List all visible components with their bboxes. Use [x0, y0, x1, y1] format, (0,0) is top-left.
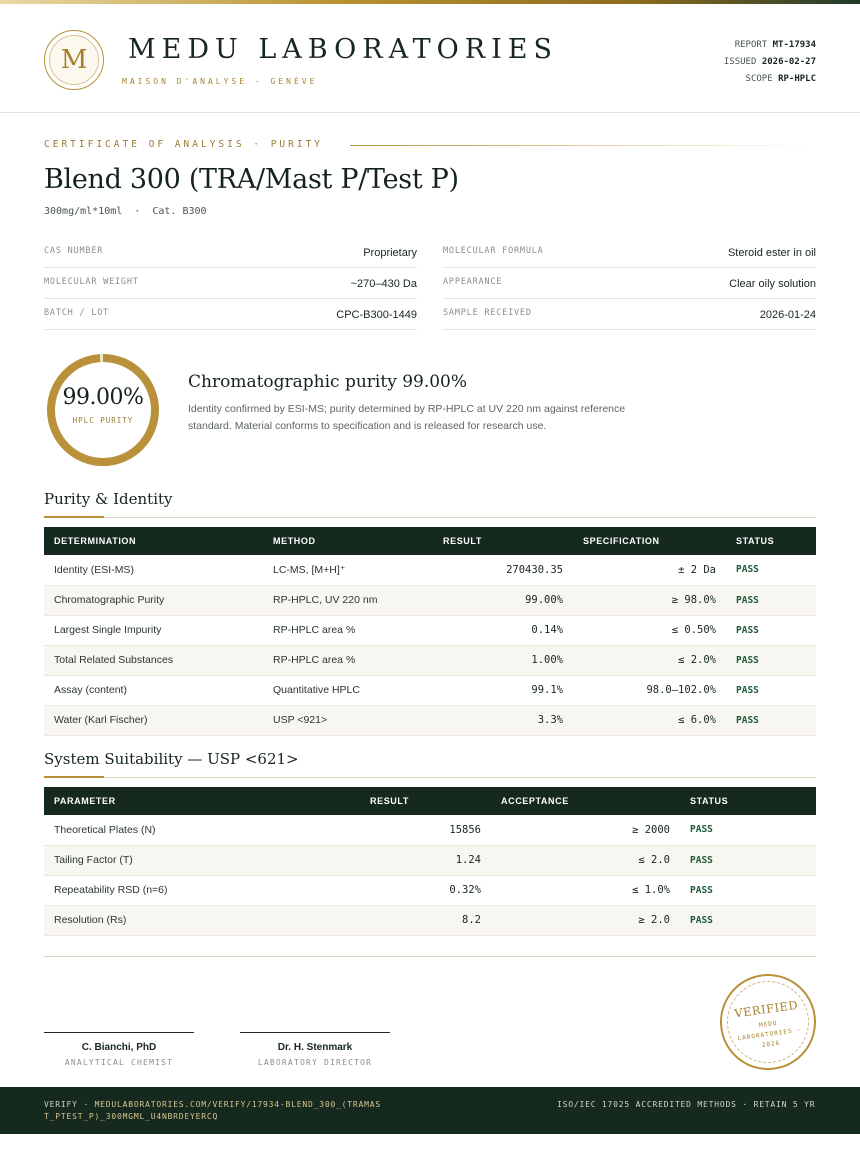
method-cell: RP-HPLC area % [273, 624, 356, 636]
result-cell: 1.00% [531, 654, 563, 666]
signature-name: Dr. H. Stenmark [277, 1042, 353, 1053]
issued-date: 2026-02-27 [761, 57, 816, 67]
result-cell: 1.24 [455, 854, 481, 866]
purity-ring-arc [51, 358, 155, 462]
purity-ring [46, 353, 160, 467]
property-value: Proprietary [363, 247, 417, 259]
status-badge: PASS [736, 684, 759, 696]
status-badge: PASS [690, 854, 713, 866]
product-title: Blend 300 (TRA/Mast P/Test P) [44, 164, 459, 195]
section-accent [44, 776, 104, 778]
scope-label: SCOPE [745, 74, 773, 84]
property-value: ~270–430 Da [350, 278, 417, 290]
status-badge: PASS [690, 884, 713, 896]
property-weight [44, 269, 417, 299]
section-accent [44, 516, 104, 518]
content-end-rule [44, 956, 816, 957]
result-cell: 15856 [449, 823, 481, 836]
brand-name: MEDU LABORATORIES [128, 34, 558, 65]
property-label: APPEARANCE [443, 277, 503, 287]
determination-cell: Water (Karl Fischer) [54, 714, 148, 726]
section-rule [44, 517, 816, 518]
property-label: BATCH / LOT [44, 308, 110, 318]
logo-letter: M [60, 45, 88, 75]
acceptance-cell: ≤ 1.0% [632, 884, 670, 896]
signature-role: LABORATORY DIRECTOR [257, 1058, 373, 1067]
column-header: METHOD [273, 536, 316, 546]
status-badge: PASS [736, 564, 759, 576]
column-header: PARAMETER [54, 796, 116, 806]
property-label: CAS NUMBER [44, 246, 104, 256]
report-meta [724, 37, 816, 88]
determination-cell: Assay (content) [54, 684, 127, 696]
column-header: ACCEPTANCE [501, 796, 569, 806]
parameter-cell: Theoretical Plates (N) [54, 823, 156, 836]
parameter-cell: Tailing Factor (T) [54, 854, 133, 866]
verify-block [44, 1099, 384, 1123]
stamp-main-text: VERIFIED [733, 997, 799, 1021]
result-cell: 270430.35 [506, 563, 563, 576]
stamp-sub-text: MEDU LABORATORIES · 2026 [737, 1019, 803, 1050]
method-cell: USP <921> [273, 714, 328, 726]
purity-title: Chromatographic purity 99.00% [188, 372, 468, 392]
determination-cell: Total Related Substances [54, 654, 174, 666]
table-row [44, 705, 816, 735]
specification-cell: ≤ 0.50% [671, 624, 716, 636]
lab-logo [44, 30, 104, 90]
property-value: Steroid ester in oil [727, 247, 816, 259]
acceptance-cell: ≥ 2.0 [638, 914, 670, 926]
column-header: DETERMINATION [54, 536, 137, 546]
accreditation-note: ISO/IEC 17025 ACCREDITED METHODS · RETAIN 5 YR [557, 1100, 816, 1109]
table-row [44, 905, 816, 935]
page-footer [0, 1087, 860, 1134]
status-badge: PASS [736, 594, 759, 606]
table-row [44, 875, 816, 905]
verify-link[interactable]: MEDULABORATORIES.COM/VERIFY/17934-BLEND_300_(TRAMAST_PTEST_P)_300MGML_U4NBRDEYERCQ [44, 1100, 381, 1121]
page-header [0, 4, 860, 113]
method-cell: LC-MS, [M+H]⁺ [273, 563, 346, 576]
purity-table [44, 527, 816, 736]
signature-analyst [44, 1032, 194, 1067]
certificate-label: CERTIFICATE OF ANALYSIS · PURITY [44, 139, 324, 150]
status-badge: PASS [736, 714, 759, 726]
determination-cell: Chromatographic Purity [54, 594, 165, 606]
suitability-table [44, 787, 816, 936]
result-cell: 99.00% [525, 594, 563, 606]
result-cell: 0.32% [449, 884, 481, 896]
column-header: RESULT [443, 536, 482, 546]
property-value: CPC-B300-1449 [336, 309, 417, 321]
property-label: MOLECULAR FORMULA [443, 246, 544, 256]
table-row [44, 815, 816, 845]
method-cell: Quantitative HPLC [273, 684, 360, 696]
issued-label: ISSUED [723, 57, 757, 67]
property-formula [443, 238, 816, 268]
purity-ring-label: HPLC PURITY [72, 416, 134, 425]
suitability-section-title: System Suitability — USP <621> [44, 750, 299, 768]
property-value: Clear oily solution [729, 278, 816, 290]
product-subtitle: 300mg/ml*10ml · Cat. B300 [44, 206, 207, 217]
certificate-rule [350, 145, 816, 146]
parameter-cell: Resolution (Rs) [54, 914, 127, 926]
method-cell: RP-HPLC area % [273, 654, 356, 666]
acceptance-cell: ≤ 2.0 [638, 854, 670, 866]
result-cell: 8.2 [462, 914, 481, 926]
table-row [44, 675, 816, 705]
report-label: REPORT [734, 40, 768, 50]
table-row [44, 645, 816, 675]
column-header: SPECIFICATION [583, 536, 660, 546]
property-received [443, 300, 816, 330]
signature-name: C. Bianchi, PhD [81, 1042, 157, 1053]
verify-label: VERIFY · [44, 1100, 95, 1109]
status-badge: PASS [736, 624, 759, 636]
property-batch [44, 300, 417, 330]
table-row [44, 555, 816, 585]
method-cell: RP-HPLC, UV 220 nm [273, 594, 378, 606]
column-header: STATUS [690, 796, 729, 806]
determination-cell: Largest Single Impurity [54, 624, 162, 636]
result-cell: 3.3% [537, 714, 563, 726]
column-header: STATUS [736, 536, 775, 546]
table-header-row [44, 527, 816, 555]
specification-cell: ≥ 98.0% [671, 594, 716, 606]
status-badge: PASS [736, 654, 759, 666]
section-rule [44, 777, 816, 778]
acceptance-cell: ≥ 2000 [632, 823, 670, 836]
parameter-cell: Repeatability RSD (n=6) [54, 884, 168, 896]
property-appearance [443, 269, 816, 299]
table-row [44, 615, 816, 645]
property-label: SAMPLE RECEIVED [443, 308, 532, 318]
specification-cell: ± 2 Da [678, 563, 716, 576]
purity-section-title: Purity & Identity [44, 490, 173, 508]
result-cell: 0.14% [531, 624, 563, 636]
brand-subtitle: MAISON D'ANALYSE · GENÈVE [122, 77, 318, 86]
column-header: RESULT [370, 796, 409, 806]
property-label: MOLECULAR WEIGHT [44, 277, 139, 287]
purity-ring-graphic [46, 353, 160, 467]
specification-cell: ≤ 2.0% [678, 654, 716, 666]
determination-cell: Identity (ESI-MS) [54, 563, 134, 576]
purity-description: Identity confirmed by ESI-MS; purity determined by RP-HPLC at UV 220 nm against reference standard. Material conforms to specification and is released for research use. [188, 403, 626, 432]
scope-value: RP-HPLC [778, 74, 816, 84]
table-row [44, 585, 816, 615]
signature-director [240, 1032, 390, 1067]
specification-cell: 98.0–102.0% [646, 684, 716, 696]
status-badge: PASS [690, 824, 713, 836]
table-row [44, 845, 816, 875]
specification-cell: ≤ 6.0% [678, 714, 716, 726]
verified-stamp [714, 968, 822, 1076]
result-cell: 99.1% [531, 684, 563, 696]
report-number: MT-17934 [772, 40, 816, 50]
purity-ring-value: 99.00% [62, 385, 144, 410]
table-header-row [44, 787, 816, 815]
signature-role: ANALYTICAL CHEMIST [64, 1058, 174, 1067]
status-badge: PASS [690, 914, 713, 926]
property-cas [44, 238, 417, 268]
property-value: 2026-01-24 [759, 309, 816, 321]
